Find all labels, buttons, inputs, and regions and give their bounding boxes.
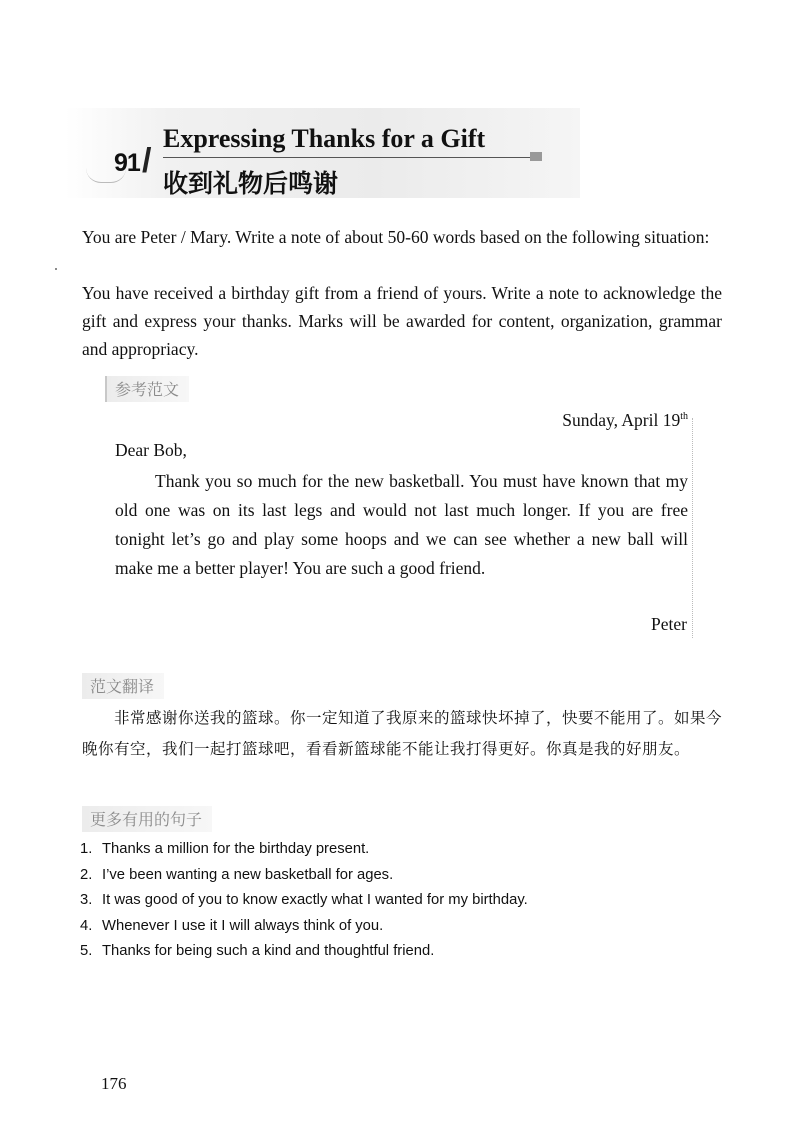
sample-essay-tag: 参考范文 bbox=[105, 376, 189, 402]
scan-edge-marks bbox=[692, 418, 697, 638]
list-item bbox=[80, 939, 528, 965]
list-item bbox=[80, 837, 528, 863]
date-text: Sunday, April 19 bbox=[562, 410, 681, 430]
page-title: Expressing Thanks for a Gift bbox=[163, 124, 486, 153]
list-item-text: I’ve been wanting a new basketball for ages. bbox=[102, 866, 394, 883]
letter-salutation: Dear Bob, bbox=[115, 440, 187, 460]
translation-tag: 范文翻译 bbox=[82, 673, 164, 699]
stray-dot bbox=[55, 268, 57, 270]
title-rule-cap bbox=[530, 152, 542, 161]
slash-divider: / bbox=[142, 142, 152, 180]
lesson-number: 91 bbox=[114, 149, 140, 177]
letter-body: Thank you so much for the new basketball. You must have known that my old one was on its last legs and would not last much longer. If you are free tonight let’s go and play some hoops and we can see whether a new ball will make me a better player! You are such a good friend. bbox=[115, 471, 688, 578]
page-title-chinese: 收到礼物后鸣谢 bbox=[163, 169, 339, 198]
task-situation: You have received a birthday gift from a friend of yours. Write a note to acknowledge the gift and express your thanks. Marks will be awarded for content, organization, grammar and appropriacy. bbox=[82, 283, 722, 359]
task-instruction: You are Peter / Mary. Write a note of about 50-60 words based on the following situation: bbox=[82, 227, 710, 247]
list-item bbox=[80, 863, 528, 889]
page-number: 176 bbox=[101, 1074, 127, 1093]
list-item-text: Whenever I use it I will always think of you. bbox=[102, 917, 384, 934]
list-item-number: 2. bbox=[80, 866, 93, 883]
list-item-text: Thanks for being such a kind and thoughtful friend. bbox=[102, 943, 435, 959]
title-rule bbox=[163, 157, 531, 158]
list-item-text: Thanks a million for the birthday present. bbox=[102, 841, 370, 857]
letter-date bbox=[562, 410, 688, 431]
list-item-number: 5. bbox=[80, 943, 93, 959]
list-item-number: 3. bbox=[80, 892, 93, 908]
list-item-number: 4. bbox=[80, 917, 93, 934]
useful-sentences-list bbox=[80, 837, 528, 965]
letter-signature: Peter bbox=[651, 614, 687, 634]
useful-sentences-tag: 更多有用的句子 bbox=[82, 806, 212, 832]
list-item-text: It was good of you to know exactly what I wanted for my birthday. bbox=[102, 892, 528, 908]
list-item bbox=[80, 888, 528, 914]
translation-text: 非常感谢你送我的篮球。你一定知道了我原来的篮球快坏掉了，快要不能用了。如果今晚你有空，我们一起打篮球吧，看看新篮球能不能让我打得更好。你真是我的好朋友。 bbox=[82, 709, 723, 758]
list-item-number: 1. bbox=[80, 841, 93, 857]
date-suffix: th bbox=[680, 411, 688, 423]
list-item bbox=[80, 914, 528, 940]
